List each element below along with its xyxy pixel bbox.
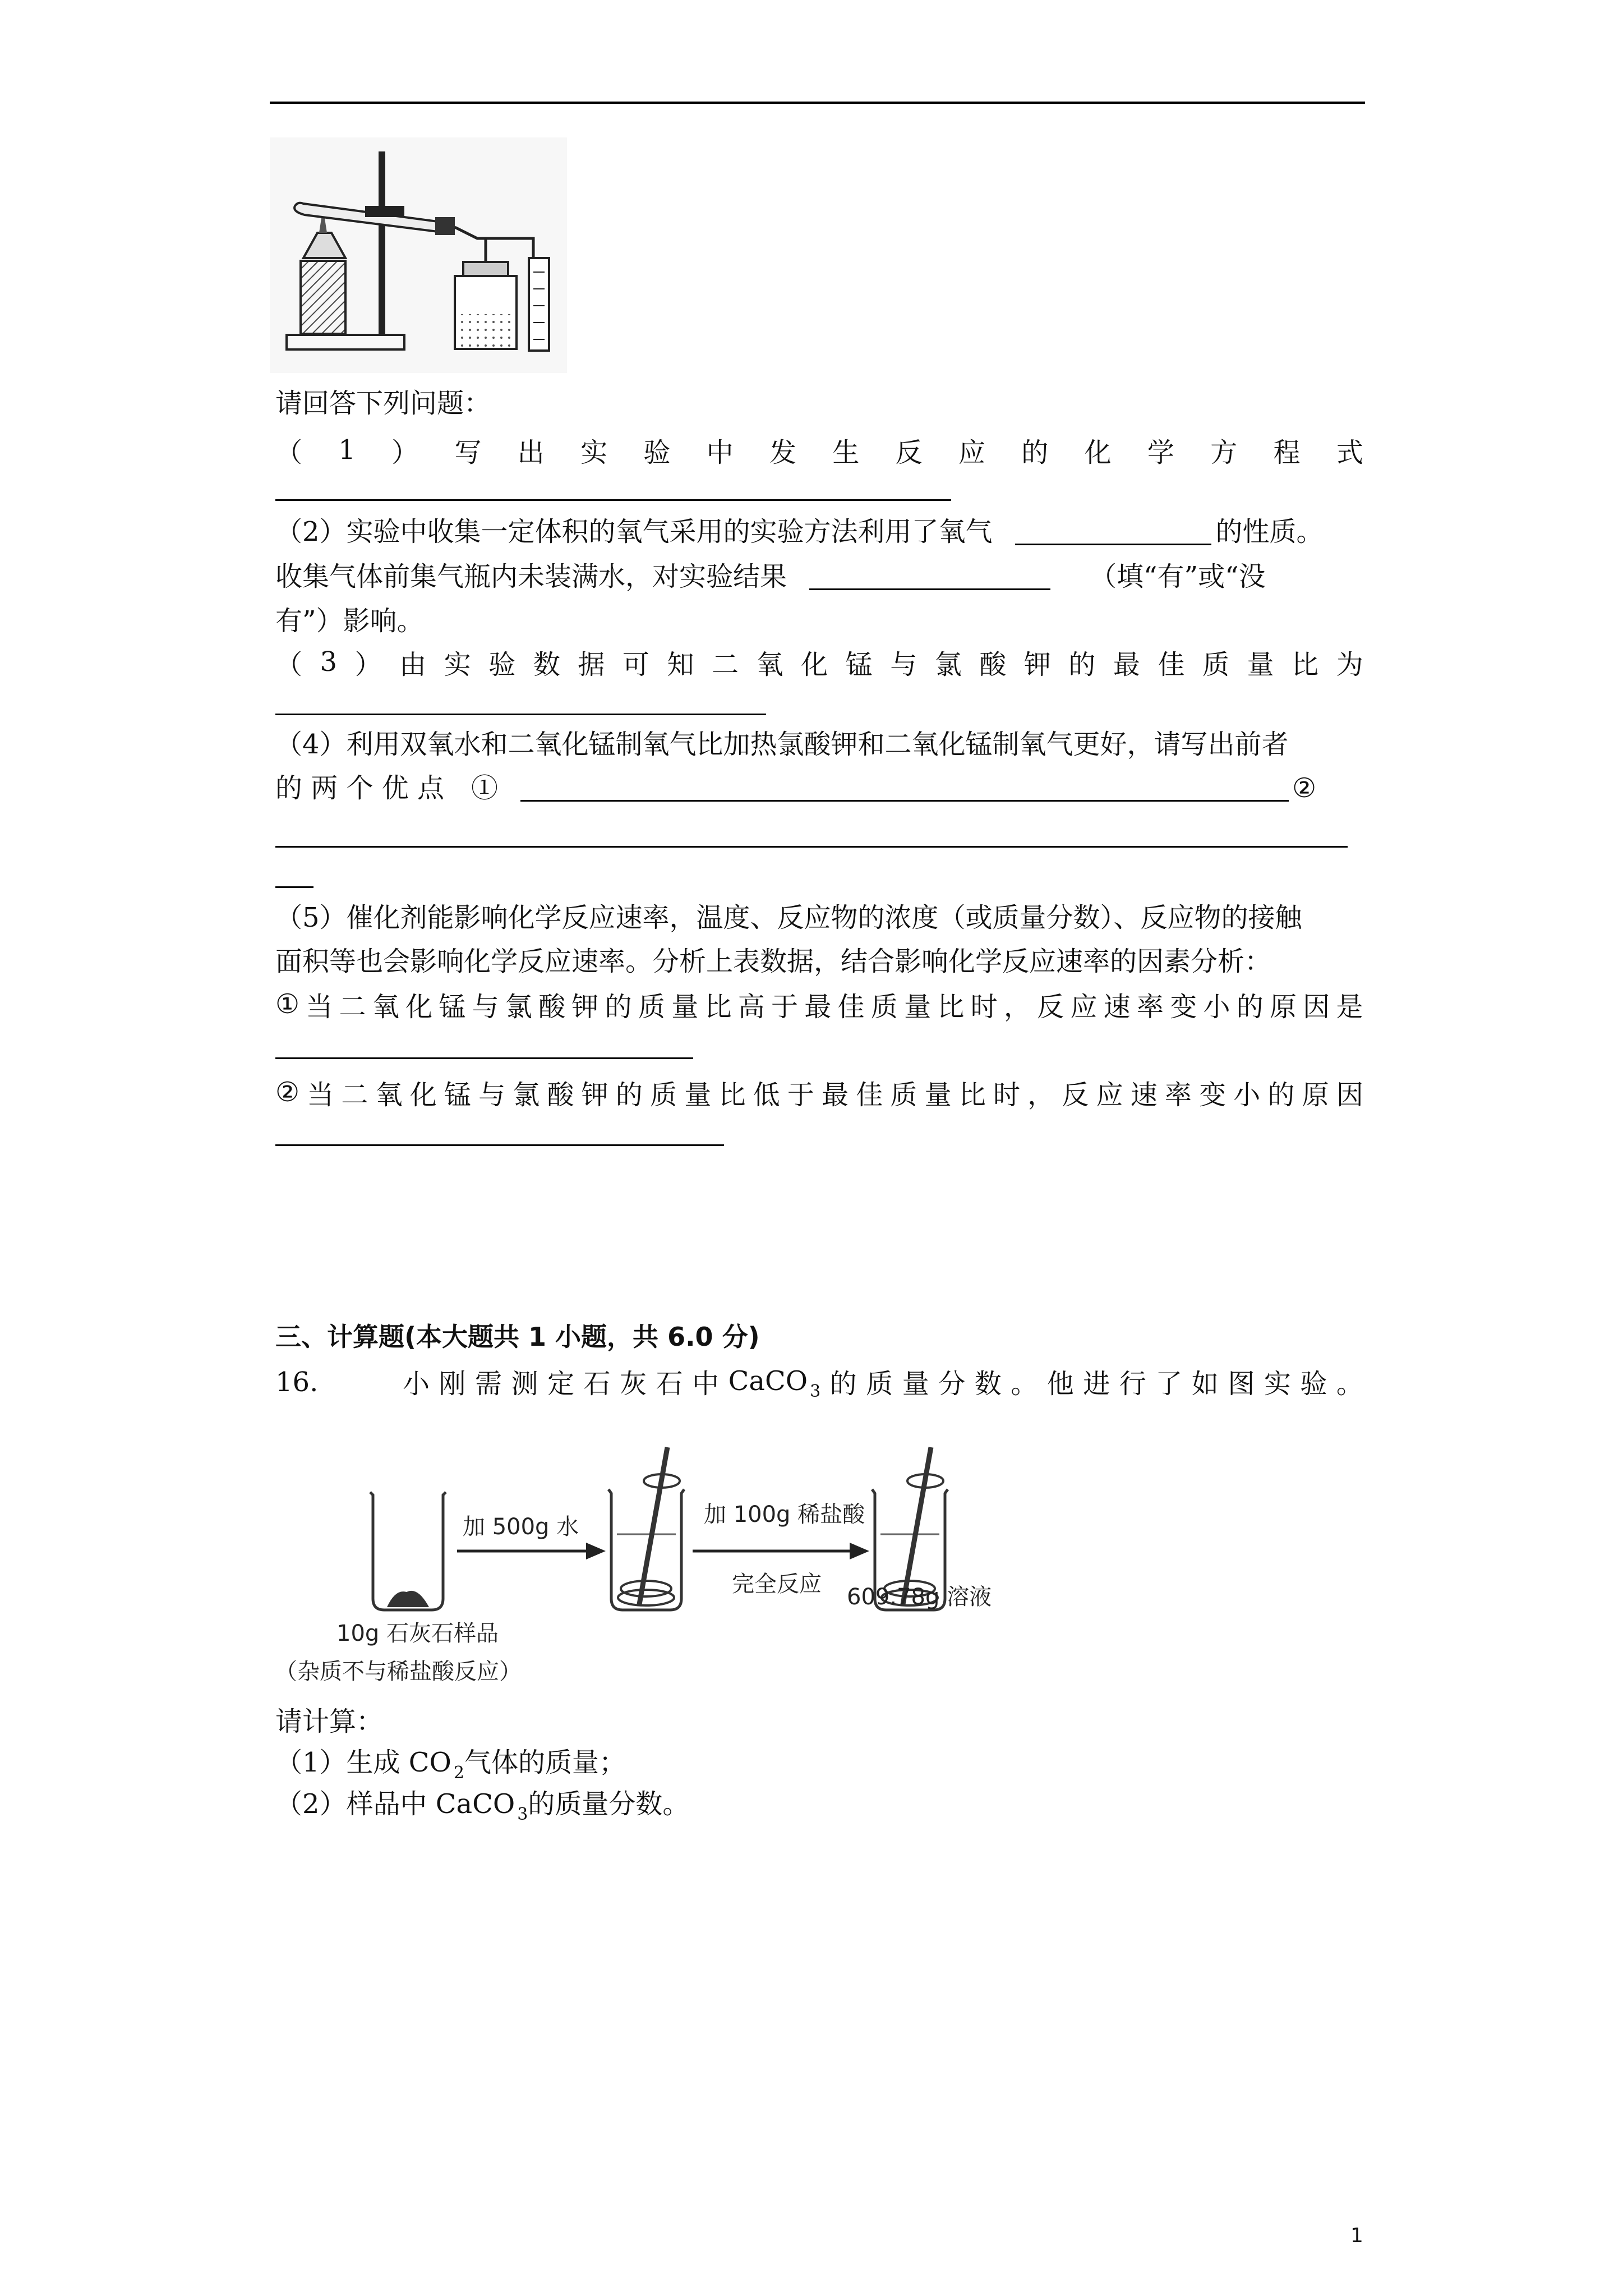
question-5-sub-2-text <box>275 1075 1363 1109</box>
calc-sub-1 <box>275 1747 626 1783</box>
question-16-char: 的 <box>829 1368 857 1400</box>
question-5-sub-1-char: ， <box>1003 991 1031 1023</box>
question-5-sub-1-char: 量 <box>904 991 932 1023</box>
question-4-blank-2-tail[interactable] <box>275 886 313 888</box>
question-3-char: 验 <box>488 648 516 680</box>
question-1-char: 写 <box>454 436 482 468</box>
question-5-sub-1-char: 化 <box>405 991 433 1023</box>
question-5-sub-1-char: 量 <box>671 991 699 1023</box>
question-3-char: 锰 <box>845 648 873 680</box>
question-2-line-3: 有”）影响。 <box>275 605 424 637</box>
question-5-sub-2-char: 氯 <box>513 1079 540 1111</box>
question-5-sub-1-char: 率 <box>1136 991 1164 1023</box>
question-1-char: 验 <box>643 436 671 468</box>
question-16-text <box>403 1364 1363 1401</box>
question-5-sub-1-char: 比 <box>704 991 732 1023</box>
calc-sub-2-a: （2）样品中 CaCO <box>275 1788 515 1820</box>
question-5-sub-1-char: 氧 <box>372 991 399 1023</box>
question-1-char: ） <box>391 436 419 468</box>
question-3-char: 二 <box>712 648 739 680</box>
question-16-char: 量 <box>902 1368 929 1400</box>
question-5-sub-1-char: 于 <box>771 991 799 1023</box>
question-1-char: （ <box>275 436 303 468</box>
question-1-char: 的 <box>1021 436 1049 468</box>
question-5-sub-2-char: 氧 <box>375 1079 403 1111</box>
question-5-sub-1-text <box>275 987 1363 1021</box>
question-5-sub-1-char: 小 <box>1203 991 1230 1023</box>
question-5-sub-1-char: 是 <box>1336 991 1363 1023</box>
question-5-line-1: （5）催化剂能影响化学反应速率，温度、反应物的浓度（或质量分数）、反应物的接触 <box>275 902 1302 933</box>
question-5-sub-2-char: 比 <box>718 1079 746 1111</box>
question-16-char: 。 <box>1336 1368 1363 1400</box>
question-1-char: 1 <box>338 434 356 466</box>
question-4-blank-2[interactable] <box>275 846 1348 848</box>
question-5-sub-1-char: 的 <box>1236 991 1264 1023</box>
question-16-char: 了 <box>1155 1368 1183 1400</box>
question-3-char: 化 <box>801 648 828 680</box>
question-5-sub-2-char: 反 <box>1062 1079 1089 1111</box>
question-2-line-2 <box>275 563 1266 590</box>
question-5-sub-2-char: 应 <box>1096 1079 1123 1111</box>
question-5-sub-2-char: 化 <box>409 1079 437 1111</box>
question-16-char: 石 <box>583 1368 611 1400</box>
calc-ask: 请计算： <box>275 1706 384 1737</box>
question-1-char: 实 <box>580 436 608 468</box>
question-3-char: 钾 <box>1023 648 1051 680</box>
question-5-sub-1-char: 的 <box>605 991 632 1023</box>
section-3-heading: 三、计算题(本大题共 1 小题，共 6.0 分) <box>275 1322 760 1352</box>
arrow-2-label-bottom: 完全反应 <box>732 1571 822 1597</box>
question-2-text-a: （2）实验中收集一定体积的氧气采用的实验方法利用了氧气 <box>275 516 993 547</box>
question-3-char: 最 <box>1113 648 1140 680</box>
question-5-sub-2-char: 原 <box>1302 1079 1329 1111</box>
section2-intro: 请回答下列问题： <box>275 388 491 419</box>
calc-sub-1-b: 气体的质量； <box>464 1747 626 1778</box>
question-5-sub-2-char: 的 <box>1267 1079 1295 1111</box>
question-3-char: 据 <box>578 648 605 680</box>
question-5-sub-2-char: 低 <box>753 1079 780 1111</box>
question-3-char: 可 <box>622 648 649 680</box>
question-16-char: 数 <box>974 1368 1002 1400</box>
header-rule <box>270 102 1365 104</box>
question-4-blank-1[interactable] <box>520 775 1289 802</box>
figure-note: （杂质不与稀盐酸反应） <box>275 1659 522 1685</box>
question-5-sub-2-char: 变 <box>1199 1079 1227 1111</box>
question-3-char: 量 <box>1247 648 1274 680</box>
question-5-sub-2-char: 佳 <box>856 1079 883 1111</box>
question-16-number: 16. <box>275 1366 319 1398</box>
beaker-2-icon <box>608 1447 684 1610</box>
question-4-text-b: ② <box>1292 772 1317 804</box>
question-4-text-a: 的 两 个 优 点 ① <box>275 772 499 804</box>
question-16-formula <box>728 1365 821 1401</box>
question-5-sub-2-char: 速 <box>1130 1079 1158 1111</box>
question-5-sub-2-char: 量 <box>924 1079 952 1111</box>
question-5-sub-1-char: 质 <box>638 991 665 1023</box>
question-3-char: 实 <box>444 648 471 680</box>
question-5-sub-2-char: 钾 <box>581 1079 608 1111</box>
question-3-char: ） <box>354 648 382 680</box>
question-5-sub-2-char: 量 <box>684 1079 712 1111</box>
question-5-sub-1-blank[interactable] <box>275 1057 693 1059</box>
question-5-sub-2-blank[interactable] <box>275 1144 724 1146</box>
question-5-sub-1-char: 当 <box>306 991 333 1023</box>
question-5-sub-1-char: 佳 <box>837 991 865 1023</box>
question-2-text-d: （填“有”或“没 <box>1090 561 1266 592</box>
question-16-char: 需 <box>475 1368 502 1400</box>
question-2-blank-2[interactable] <box>809 564 1050 590</box>
question-2-text-b: 的性质。 <box>1215 516 1324 547</box>
question-3-answer-blank[interactable] <box>275 714 766 715</box>
question-1-answer-blank[interactable] <box>275 499 951 501</box>
question-5-sub-1-char: 因 <box>1303 991 1330 1023</box>
question-2-line-1 <box>275 518 1324 545</box>
question-5-sub-1-char: 钾 <box>571 991 599 1023</box>
question-5-sub-2-char: 质 <box>890 1079 917 1111</box>
question-16-char: 行 <box>1119 1368 1146 1400</box>
question-3-char: 知 <box>667 648 694 680</box>
arrow-1-head <box>586 1543 606 1559</box>
beaker-1-caption: 10g 石灰石样品 <box>336 1621 499 1646</box>
question-5-sub-2-char: 时 <box>993 1079 1020 1111</box>
question-5-sub-2-char: 酸 <box>547 1079 574 1111</box>
calc-sub-2-subscript: 3 <box>517 1805 528 1824</box>
calc-sub-2 <box>275 1788 690 1824</box>
question-2-blank-1[interactable] <box>1015 519 1211 545</box>
q16-experiment-figure <box>275 1442 1015 1688</box>
question-16-formula-subscript: 3 <box>810 1382 821 1401</box>
question-5-sub-2-char: 于 <box>787 1079 814 1111</box>
question-4-line-2 <box>275 772 1317 804</box>
question-1-char: 应 <box>958 436 985 468</box>
question-2-text-c: 收集气体前集气瓶内未装满水，对实验结果 <box>275 561 787 592</box>
question-5-sub-2-char: 与 <box>478 1079 506 1111</box>
question-16-char: 测 <box>511 1368 538 1400</box>
arrow-2-head <box>850 1543 869 1559</box>
question-16-char: 他 <box>1046 1368 1074 1400</box>
question-16-char: 小 <box>403 1368 430 1400</box>
question-5-sub-1-char: 氯 <box>505 991 532 1023</box>
question-5-sub-1-char: 质 <box>870 991 898 1023</box>
question-16-char: 定 <box>547 1368 575 1400</box>
question-3-text <box>275 645 1363 679</box>
question-1-char: 化 <box>1084 436 1112 468</box>
question-5-sub-1-char: 原 <box>1269 991 1297 1023</box>
beaker-1-icon <box>370 1492 446 1610</box>
question-3-char: 数 <box>533 648 560 680</box>
question-3-char: 氧 <box>756 648 783 680</box>
calc-sub-1-subscript: 2 <box>453 1763 464 1783</box>
question-1-text <box>275 433 1363 467</box>
question-5-sub-2-char: 率 <box>1164 1079 1192 1111</box>
beaker-3-caption: 609.78g 溶液 <box>847 1584 992 1610</box>
question-3-char: 由 <box>399 648 427 680</box>
question-1-char: 程 <box>1273 436 1301 468</box>
oxygen-apparatus-figure <box>270 137 567 373</box>
question-5-sub-1-char: 比 <box>937 991 965 1023</box>
arrow-1-label: 加 500g 水 <box>463 1514 579 1540</box>
question-1-char: 中 <box>706 436 734 468</box>
question-3-char: 与 <box>890 648 917 680</box>
page-number: 1 <box>1350 2224 1363 2247</box>
question-5-sub-2-char: 最 <box>822 1079 849 1111</box>
question-5-sub-2-char: 当 <box>307 1079 334 1111</box>
question-16-char: 质 <box>866 1368 893 1400</box>
question-3-char: 为 <box>1336 648 1363 680</box>
question-16-char: 刚 <box>439 1368 466 1400</box>
question-16-char: 验 <box>1300 1368 1327 1400</box>
question-5-sub-1-char: 反 <box>1037 991 1064 1023</box>
arrow-2-label-top: 加 100g 稀盐酸 <box>704 1502 865 1527</box>
question-5-sub-2-char: ， <box>1027 1079 1055 1111</box>
question-5-sub-1-char: 应 <box>1070 991 1098 1023</box>
question-16-char: 中 <box>692 1368 720 1400</box>
question-3-char: 酸 <box>979 648 1007 680</box>
question-5-sub-1-char: 最 <box>804 991 832 1023</box>
question-3-char: 的 <box>1068 648 1096 680</box>
question-5-sub-1-char: 变 <box>1170 991 1197 1023</box>
question-1-char: 学 <box>1147 436 1174 468</box>
question-5-sub-2-char: 质 <box>650 1079 677 1111</box>
question-1-char: 生 <box>832 436 860 468</box>
question-16-char: 灰 <box>620 1368 647 1400</box>
question-1-char: 出 <box>517 436 545 468</box>
question-5-sub-2-char: 比 <box>958 1079 986 1111</box>
question-5-sub-1-char: 锰 <box>439 991 466 1023</box>
question-1-char: 方 <box>1210 436 1238 468</box>
question-3-char: 氯 <box>934 648 962 680</box>
question-5-sub-2-char: 因 <box>1336 1079 1363 1111</box>
question-4-line-1: （4）利用双氧水和二氧化锰制氧气比加热氯酸钾和二氧化锰制氧气更好，请写出前者 <box>275 729 1289 760</box>
question-3-char: 3 <box>320 646 338 678</box>
question-5-sub-1-char: 二 <box>339 991 366 1023</box>
question-5-sub-1-char: 速 <box>1103 991 1131 1023</box>
question-16-char: 如 <box>1191 1368 1219 1400</box>
question-5-sub-2-char: 二 <box>341 1079 368 1111</box>
question-5-sub-1-char: 时 <box>970 991 998 1023</box>
question-5-sub-2-char: 锰 <box>444 1079 471 1111</box>
question-1-char: 发 <box>769 436 797 468</box>
question-16-char: 石 <box>656 1368 683 1400</box>
question-5-sub-1-char: 高 <box>737 991 765 1023</box>
question-3-char: （ <box>275 648 303 680</box>
question-5-sub-1-char: ① <box>275 988 300 1020</box>
question-3-char: 佳 <box>1158 648 1185 680</box>
question-16-formula-main: CaCO <box>728 1365 808 1397</box>
question-5-sub-2-char: 的 <box>615 1079 643 1111</box>
question-16-char: 进 <box>1083 1368 1110 1400</box>
question-16-char: 实 <box>1264 1368 1291 1400</box>
calc-sub-2-b: 的质量分数。 <box>528 1788 690 1820</box>
question-16-char: 图 <box>1228 1368 1255 1400</box>
question-5-sub-2-char: 小 <box>1233 1079 1261 1111</box>
question-5-sub-2-char: ② <box>275 1076 300 1108</box>
question-1-char: 式 <box>1336 436 1363 468</box>
question-3-char: 比 <box>1292 648 1319 680</box>
question-16-char: 。 <box>1011 1368 1038 1400</box>
question-16-char: 分 <box>938 1368 966 1400</box>
question-1-char: 反 <box>895 436 923 468</box>
question-5-line-2: 面积等也会影响化学反应速率。分析上表数据，结合影响化学反应速率的因素分析： <box>275 946 1272 977</box>
question-5-sub-1-char: 与 <box>472 991 499 1023</box>
question-5-sub-1-char: 酸 <box>538 991 566 1023</box>
calc-sub-1-a: （1）生成 CO <box>275 1747 451 1778</box>
question-3-char: 质 <box>1202 648 1230 680</box>
